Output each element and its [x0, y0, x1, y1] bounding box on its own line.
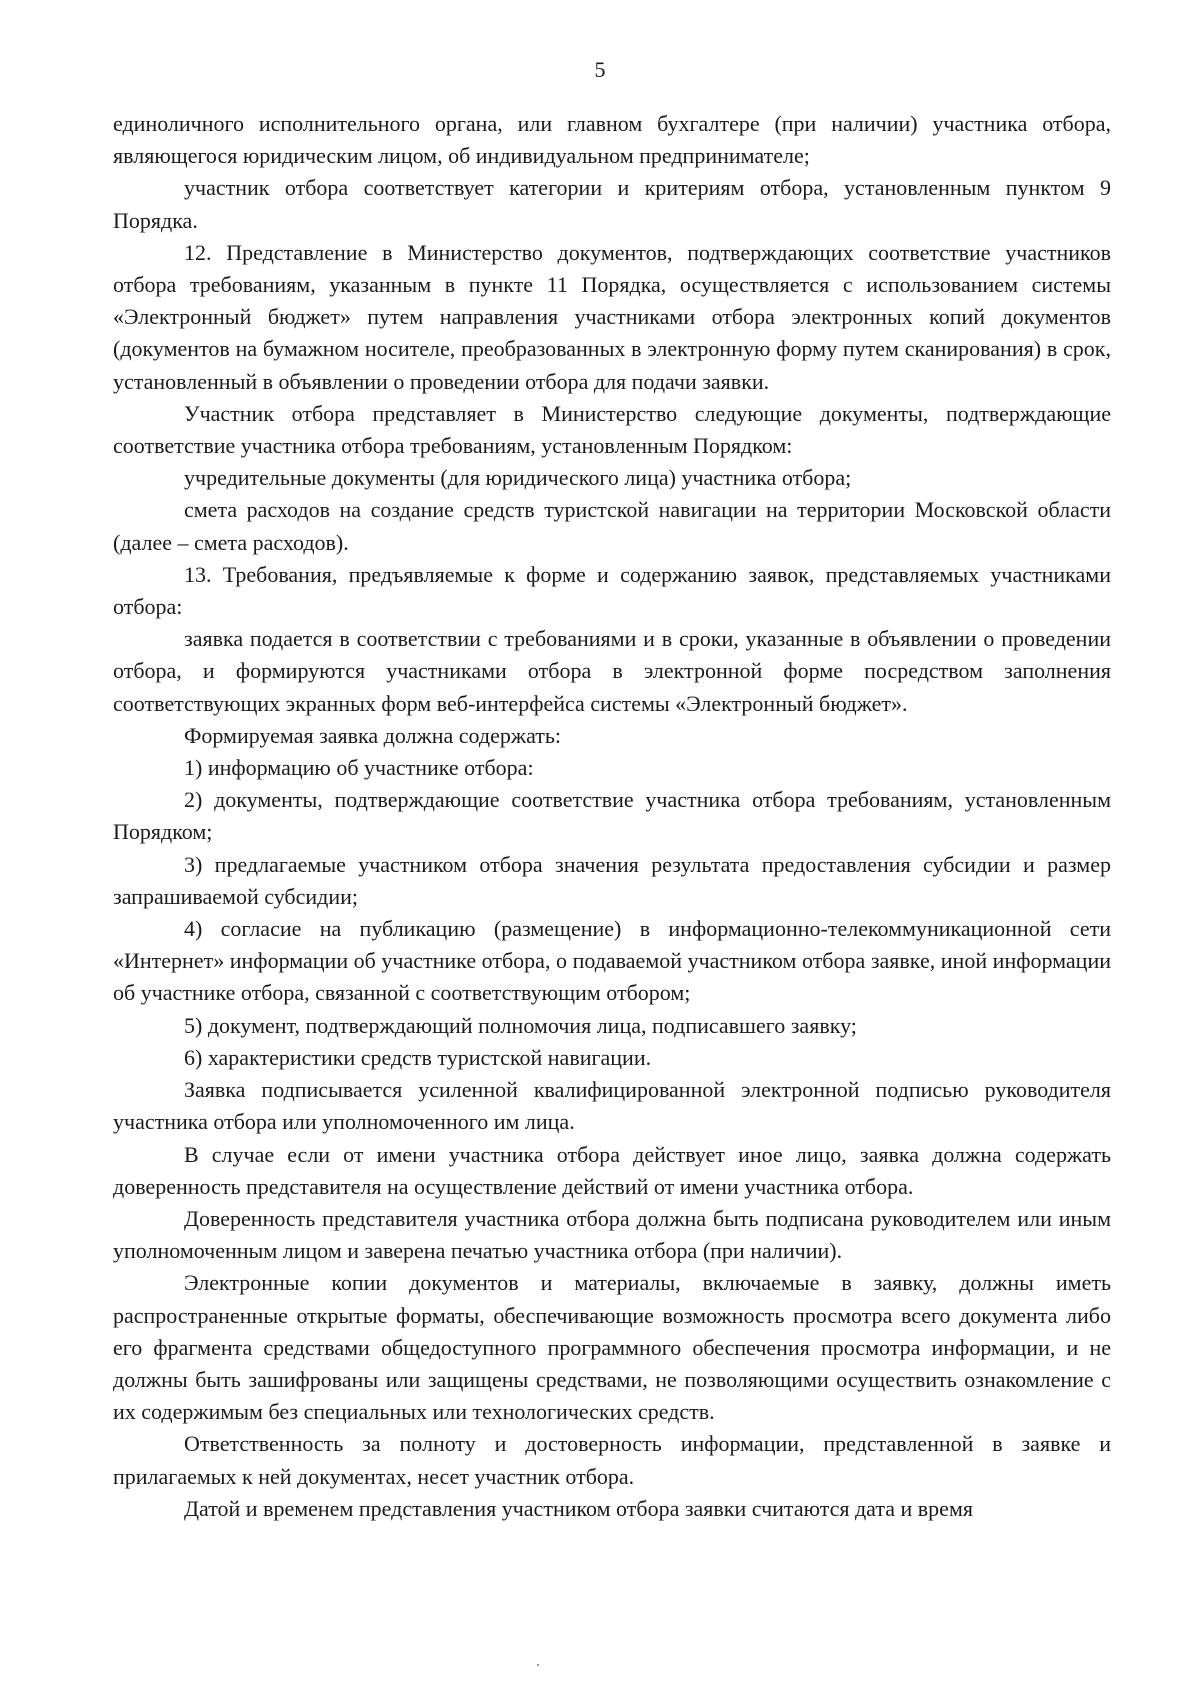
paragraph: Участник отбора представляет в Министерство следующие документы, подтверждающие соответствие участника отбора требованиям, установленным Порядком: [113, 400, 1111, 459]
paragraph: заявка подается в соответствии с требованиями и в сроки, указанные в объявлении о проведении отбора, и формируются участниками отбора в электронной форме посредством заполнения соответствующих экранных форм веб-интерфейса системы «Электронный бюджет». [113, 626, 1111, 716]
paragraph: единоличного исполнительного органа, или главном бухгалтере (при наличии) участника отбора, являющегося юридическим лицом, об индивидуальном предпринимателе; [113, 111, 1111, 169]
paragraph: 5) документ, подтверждающий полномочия лица, подписавшего заявку; [184, 1012, 857, 1038]
paragraph: 4) согласие на публикацию (размещение) в информационно-телекоммуникационной сети «Интернет» информации об участнике отбора, о подаваемой участником отбора заявке, иной информации об участнике отбора, связанной с соответствующим отбором; [113, 916, 1111, 1006]
paragraph: участник отбора соответствует категории и критериям отбора, установленным пунктом 9 Порядка. [113, 175, 1111, 233]
paragraph: Датой и временем представления участником отбора заявки считаются дата и время [184, 1495, 973, 1521]
paragraph: 2) документы, подтверждающие соответствие участника отбора требованиям, установленным Порядком; [113, 787, 1111, 845]
paragraph: смета расходов на создание средств туристской навигации на территории Московской области (далее – смета расходов). [113, 497, 1111, 555]
paragraph: Электронные копии документов и материалы, включаемые в заявку, должны иметь распространенные открытые форматы, обеспечивающие возможность просмотра всего документа либо его фрагмента средствами общедоступного программного обеспечения просмотра информации, и не должны быть зашифрованы или защищены средствами, не позволяющими осуществить ознакомление с их содержимым без специальных или технологических средств. [113, 1270, 1111, 1425]
paragraph: учредительные документы (для юридического лица) участника отбора; [184, 465, 852, 491]
paragraph: 3) предлагаемые участником отбора значения результата предоставления субсидии и размер запрашиваемой субсидии; [113, 851, 1111, 909]
paragraph: Ответственность за полноту и достоверность информации, представленной в заявке и прилагаемых к ней документах, несет участник отбора. [113, 1431, 1111, 1489]
paragraph: Заявка подписывается усиленной квалифицированной электронной подписью руководителя участника отбора или уполномоченного им лица. [113, 1077, 1111, 1135]
paragraph: Формируемая заявка должна содержать: [184, 722, 562, 748]
page-number: 5 [594, 57, 606, 82]
paragraph: 6) характеристики средств туристской навигации. [184, 1044, 652, 1070]
paragraph: 13. Требования, предъявляемые к форме и содержанию заявок, представляемых участниками отбора: [113, 561, 1111, 620]
paragraph: Доверенность представителя участника отбора должна быть подписана руководителем или иным уполномоченным лицом и заверена печатью участника отбора (при наличии). [113, 1205, 1111, 1264]
paragraph: 12. Представление в Министерство документов, подтверждающих соответствие участников отбора требованиям, указанным в пункте 11 Порядка, осуществляется с использованием системы «Электронный бюджет» путем направления участниками отбора электронных копий документов (документов на бумажном носителе, преобразованных в электронную форму путем сканирования) в срок, установленный в объявлении о проведении отбора для подачи заявки. [113, 239, 1111, 394]
scan-speck [537, 1664, 539, 1666]
document-body [113, 108, 1111, 1525]
paragraph: 1) информацию об участнике отбора: [184, 755, 534, 781]
paragraph: В случае если от имени участника отбора действует иное лицо, заявка должна содержать доверенность представителя на осуществление действий от имени участника отбора. [113, 1141, 1111, 1199]
